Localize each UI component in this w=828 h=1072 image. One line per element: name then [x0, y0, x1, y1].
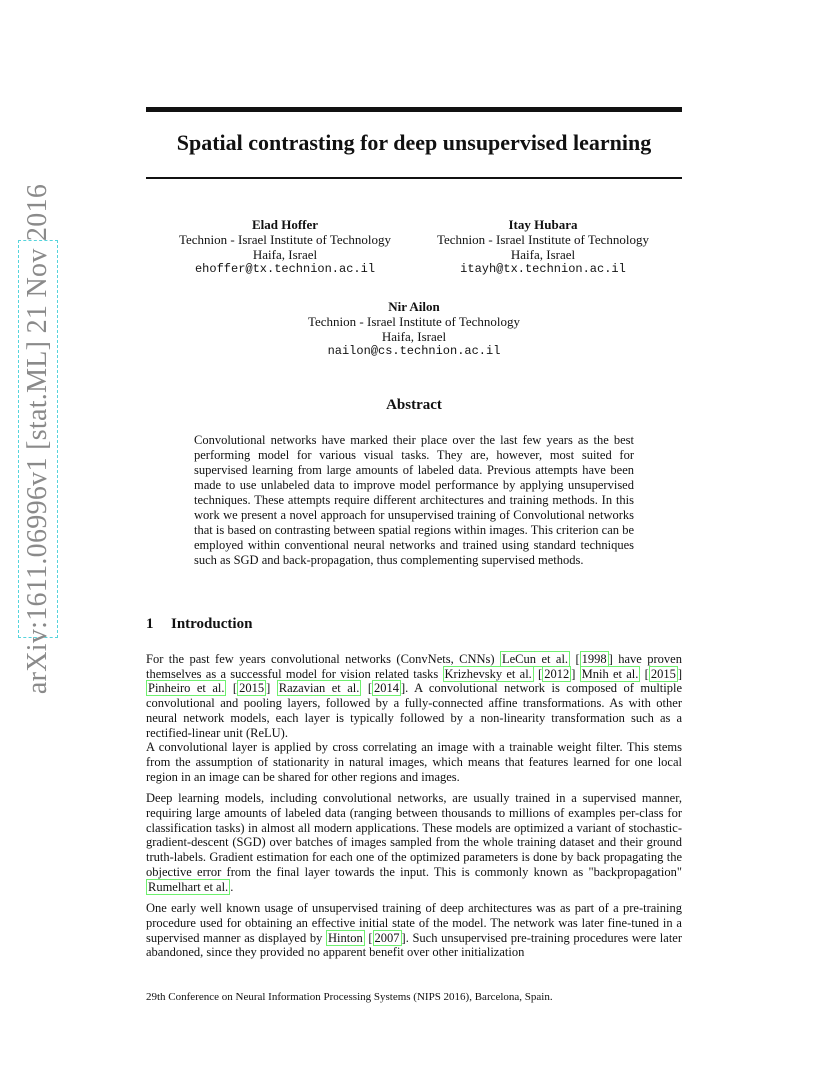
abstract-heading: Abstract — [386, 397, 442, 413]
author-email: nailon@cs.technion.ac.il — [327, 344, 501, 358]
author-location: Haifa, Israel — [252, 247, 318, 262]
author-block — [165, 217, 405, 277]
author-affiliation: Technion - Israel Institute of Technology — [436, 232, 650, 247]
section-body — [146, 652, 682, 960]
arxiv-stamp-text: arXiv:1611.06996v1 [stat.ML] 21 Nov 2016 — [22, 183, 53, 695]
citation-link[interactable]: 2014 — [374, 681, 399, 696]
citation-link[interactable]: Hinton — [328, 930, 363, 945]
citation-link[interactable]: 2007 — [374, 930, 400, 945]
section-number: 1 — [146, 616, 154, 632]
paper-title: Spatial contrasting for deep unsupervised learning — [176, 130, 652, 155]
paragraph-text: ] — [677, 666, 682, 681]
author-affiliation: Technion - Israel Institute of Technology — [178, 232, 392, 247]
citation-link[interactable]: 2012 — [544, 666, 570, 681]
author-name: Itay Hubara — [508, 217, 578, 232]
paragraph-text: . — [230, 879, 234, 894]
paragraph-text: ] — [266, 681, 277, 696]
paragraph-text: [ — [533, 666, 543, 681]
paragraph-text: ]. A convolutional network is composed of multiple convolutional and pooling layers, followed by a fully-connected affine transformations. As with other neural network models, each layer is typically followed by a non-linearity transformation such as a rectified-linear unit (ReLU). — [146, 681, 683, 740]
paragraph-text: [ — [640, 666, 649, 681]
author-name: Nir Ailon — [388, 299, 440, 314]
author-affiliation: Technion - Israel Institute of Technology — [307, 314, 521, 329]
citation-link[interactable]: Rumelhart et al. — [148, 879, 229, 894]
section-title: Introduction — [171, 616, 253, 632]
paragraph — [146, 791, 682, 894]
paragraph: A convolutional layer is applied by cross correlating an image with a trainable weight filter. This stems from the assumption of stationarity in natural images, which means that features learned for one local region in an image can be shared for other regions and images. — [146, 740, 682, 784]
citation-link[interactable]: Krizhevsky et al. — [444, 666, 532, 681]
citation-link[interactable]: Razavian et al. — [278, 681, 360, 696]
title-rule-top — [146, 107, 682, 112]
citation-link[interactable]: Pinheiro et al. — [148, 681, 225, 696]
paragraph-text: Deep learning models, including convolutional networks, are usually trained in a supervised manner, requiring large amounts of labeled data (ranging between thousands to millions of examples per-class for classification tasks) in almost all modern applications. These models are optimized a variant of stochastic-gradient-descent (SGD) over batches of images sampled from the whole training dataset and their ground truth-labels. Gradient estimation for each one of the optimized parameters is done by back propagating the objective error from the final layer towards the input. This is commonly known as "backpropagation" — [146, 791, 682, 879]
paragraph-text: For the past few years convolutional networks (ConvNets, CNNs) — [146, 652, 500, 666]
author-email: itayh@tx.technion.ac.il — [460, 262, 626, 276]
citation-link[interactable]: LeCun et al. — [502, 652, 569, 666]
author-location: Haifa, Israel — [381, 329, 447, 344]
paragraph-text: [ — [226, 681, 238, 696]
title-rule-bottom — [146, 177, 682, 179]
arxiv-stamp — [18, 183, 58, 695]
author-block — [423, 217, 663, 277]
paragraph — [146, 652, 682, 740]
paragraph-text: [ — [570, 652, 580, 666]
citation-link[interactable]: 1998 — [581, 652, 607, 666]
paragraph-text: ] have proven themselves as a successful model for vision related tasks — [146, 652, 682, 681]
paragraph — [146, 901, 682, 960]
abstract-text: Convolutional networks have marked their place over the last few years as the best performing model for various visual tasks. They are, however, most suited for supervised learning from large amounts of labeled data. Previous attempts have been made to use unlabeled data to improve model performance by applying unsupervised techniques. These attempts require different architectures and training methods. In this work we present a novel approach for unsupervised training of Convolutional networks that is based on contrasting between spatial regions within images. This criterion can be employed within conventional neural networks and trained using standard techniques such as SGD and back-propagation, thus complementing supervised methods. — [194, 433, 634, 567]
paragraph-text: [ — [364, 930, 373, 945]
author-email: ehoffer@tx.technion.ac.il — [194, 262, 376, 276]
citation-link[interactable]: 2015 — [650, 666, 676, 681]
section-heading — [146, 616, 252, 633]
paragraph-text: ] — [571, 666, 580, 681]
paragraph-text: [ — [361, 681, 372, 696]
author-name: Elad Hoffer — [251, 217, 319, 232]
author-location: Haifa, Israel — [510, 247, 576, 262]
author-block — [294, 299, 534, 359]
citation-link[interactable]: 2015 — [239, 681, 265, 696]
paragraph-text: ]. Such unsupervised pre-training procedures were later abandoned, since they provided no apparent benefit over other initialization — [146, 930, 682, 960]
paragraph-text: One early well known usage of unsupervised training of deep architectures was as part of a pre-training procedure used for obtaining an effective initial state of the model. The network was later fine-tuned in a supervised manner as displayed by — [146, 901, 682, 945]
conference-footnote: 29th Conference on Neural Information Processing Systems (NIPS 2016), Barcelona, Spain. — [146, 991, 553, 1003]
citation-link[interactable]: Mnih et al. — [581, 666, 639, 681]
